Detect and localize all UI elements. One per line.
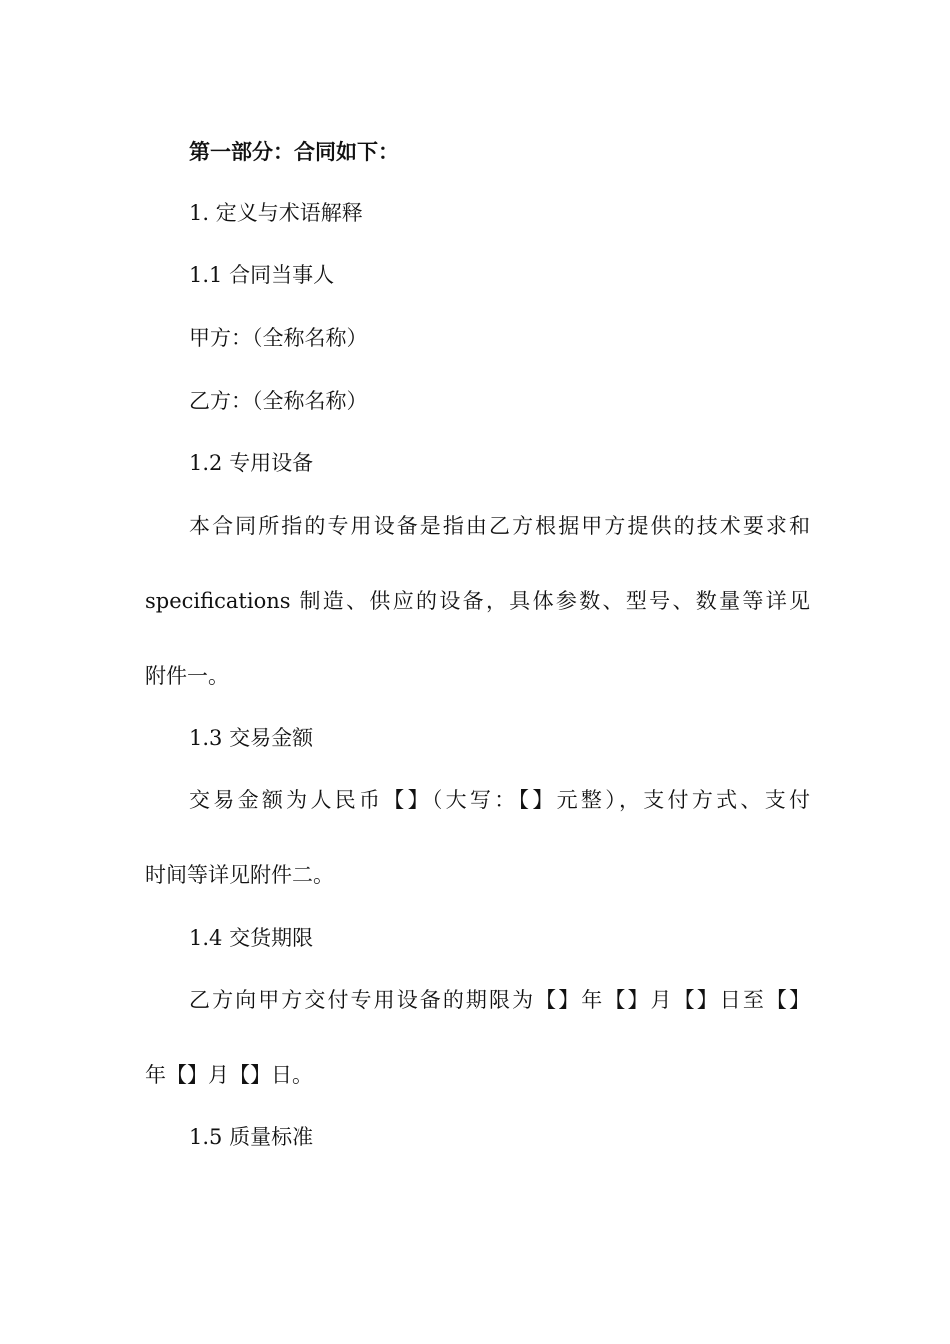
party-b-line: 乙方：（全称名称） [189, 389, 368, 413]
section-1-1-title: 1.1 合同当事人 [189, 263, 335, 287]
section-1-2-paragraph-line-1 [189, 511, 810, 541]
section-1-3-title: 1.3 交易金额 [189, 726, 314, 750]
section-1-2-text-2: specifications 制造、供应的设备，具体参数、型号、数量等详见 [145, 589, 810, 613]
section-1-3-paragraph-line-2: 时间等详见附件二。 [145, 863, 334, 887]
section-1-4-title: 1.4 交货期限 [189, 926, 314, 950]
section-1-2-paragraph-line-2 [145, 586, 810, 616]
section-1-4-text-1: 乙方向甲方交付专用设备的期限为【】年【】月【】日至【】 [189, 988, 810, 1012]
section-1-title: 1. 定义与术语解释 [189, 201, 363, 225]
section-1-2-text-1: 本合同所指的专用设备是指由乙方根据甲方提供的技术要求和 [189, 514, 810, 538]
section-1-4-paragraph-line-1 [189, 985, 810, 1015]
section-1-4-paragraph-line-2: 年【】月【】日。 [145, 1063, 313, 1087]
section-1-3-text-1: 交易金额为人民币【】（大写：【】元整），支付方式、支付 [189, 788, 810, 812]
section-1-2-title: 1.2 专用设备 [189, 451, 314, 475]
party-a-line: 甲方：（全称名称） [189, 326, 368, 350]
section-1-5-title: 1.5 质量标准 [189, 1125, 314, 1149]
part-heading: 第一部分：合同如下： [189, 139, 399, 164]
section-1-2-paragraph-line-3: 附件一。 [145, 664, 229, 688]
section-1-3-paragraph-line-1 [189, 785, 810, 815]
